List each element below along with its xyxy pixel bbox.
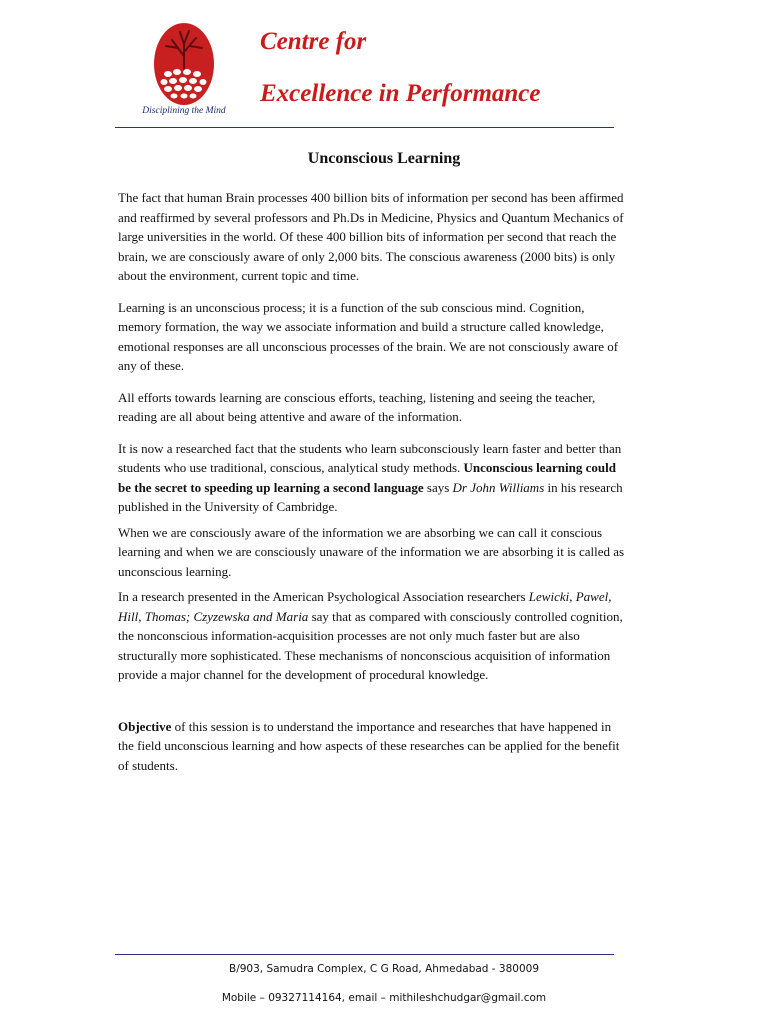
objective-label: Objective xyxy=(118,718,172,734)
logo-tagline: Disciplining the Mind xyxy=(142,106,226,116)
p6-text-c: say that as compared with consciously controlled cognition, the nonconscious information-acquisition processes are not only much faster but are also structurally more sophisticated. These mechanisms of nonconscious acquisition of information provide a major channel for the development of procedural knowledge. xyxy=(118,608,623,682)
header-divider xyxy=(115,127,614,128)
paragraph-5: When we are consciously aware of the information we are absorbing we can call it conscious learning and when we are consciously unaware of the information we are absorbing it is called as unconscious learning. xyxy=(118,524,625,579)
footer-address: B/903, Samudra Complex, C G Road, Ahmedabad - 380009 xyxy=(228,963,540,975)
document-body xyxy=(118,188,630,775)
paragraph-1: The fact that human Brain processes 400 billion bits of information per second has been affirmed and reaffirmed by several professors and Ph.Ds in Medicine, Physics and Quantum Mechanics of large universities in the world. Of these 400 billion bits of information per second that reach the brain, we are consciously aware of only 2,000 bits. The conscious awareness (2000 bits) is only about the environment, current topic and time. xyxy=(118,190,624,283)
org-name-line2: Excellence in Performance xyxy=(260,80,541,107)
p4-author: Dr John Williams xyxy=(452,479,545,495)
tree-brain-logo-icon xyxy=(152,22,216,106)
p6-text-a: In a research presented in the American Psychological Association researchers xyxy=(118,589,529,604)
footer-divider xyxy=(115,954,614,955)
paragraph-objective xyxy=(118,717,630,776)
paragraph-4 xyxy=(118,439,630,517)
paragraph-2: Learning is an unconscious process; it is a function of the sub conscious mind. Cognition, memory formation, the way we associate information and build a structure called knowledge, emotional responses are all unconscious processes of the brain. We are not consciously aware of any of these. xyxy=(118,299,619,373)
p4-text-a: It is now a researched fact that the students who learn subconsciously learn faster and better than students who use traditional, conscious, analytical study methods. xyxy=(118,440,622,475)
document-title: Unconscious Learning xyxy=(307,150,461,167)
footer-contact: Mobile – 09327114164, email – mithileshchudgar@gmail.com xyxy=(221,992,547,1004)
paragraph-3: All efforts towards learning are conscious efforts, teaching, listening and seeing the teacher, reading are all about being attentive and aware of the information. xyxy=(118,389,596,424)
org-name-line1: Centre for xyxy=(260,28,367,55)
p4-text-e: in his research published in the University of Cambridge. xyxy=(118,479,623,514)
logo xyxy=(134,22,234,122)
p4-text-c: says xyxy=(423,479,453,495)
p4-bold-claim: Unconscious learning could be the secret to speeding up learning a second language xyxy=(118,460,616,495)
paragraph-6 xyxy=(118,587,630,685)
objective-text: of this session is to understand the importance and researches that have happened in the field unconscious learning and how aspects of these researches can be applied for the benefit of students. xyxy=(118,718,620,773)
p6-researchers: Lewicki, Pawel, Hill, Thomas; Czyzewska and Maria xyxy=(118,589,612,624)
